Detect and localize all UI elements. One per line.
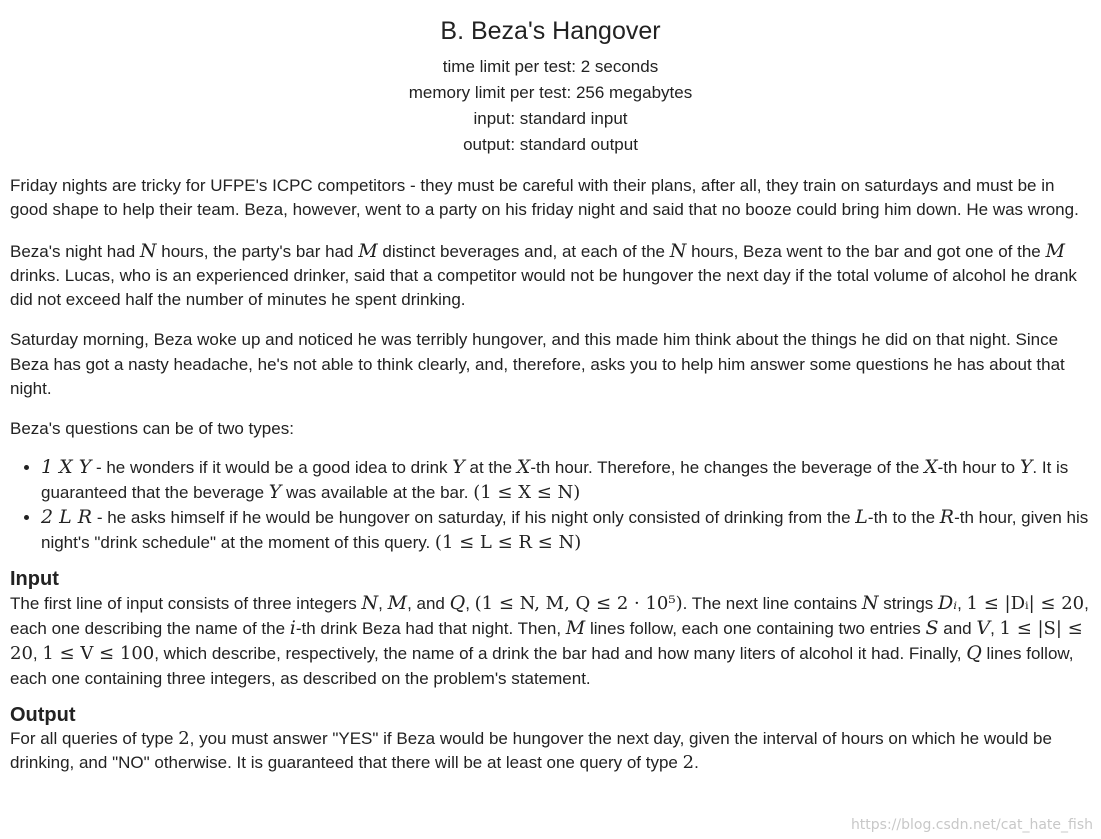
query-2-code: 2 L R	[41, 506, 93, 529]
input-constraint-v: 1 ≤ V ≤ 100	[42, 643, 155, 665]
memory-limit: memory limit per test: 256 megabytes	[408, 83, 693, 102]
input-constraint-di: 1 ≤ |Dᵢ| ≤ 20	[966, 592, 1085, 614]
query-2-constraint: (1 ≤ L ≤ R ≤ N)	[434, 531, 582, 553]
output-file: output: standard output	[463, 135, 638, 154]
statement-paragraph-3: Saturday morning, Beza woke up and noticed he was terribly hungover, and this made him think about the things he did on that night. Since Beza has got a nasty headache, he's not able to think clearly, and, therefore, asks you to help him answer some questions he has about that night.	[10, 330, 1065, 399]
problem-header	[0, 0, 1101, 158]
query-type-2: • 2 L R - he asks himself if he would be hungover on saturday, if his night only consisted of drinking from the L-th to the R-th hour, given his night's "drink schedule" at the moment of this query. (1 ≤ L ≤ R ≤ N)	[41, 505, 1091, 555]
query-type-1: • 1 X Y - he wonders if it would be a good idea to drink Y at the X-th hour. Therefore, he changes the beverage of the X-th hour to Y. It is guaranteed that the beverage Y was available at the bar. (1 ≤ X ≤ N)	[41, 455, 1091, 506]
input-specification: The first line of input consists of three integers N, M, and Q, (1 ≤ N, M, Q ≤ 2 · 10⁵). The next line contains N strings Dᵢ, 1 ≤ |Dᵢ| ≤ 20, each one describing the name of the i-th drink Beza had that night. Then, M lines follow, each one containing two entries S and V, 1 ≤ |S| ≤ 20, 1 ≤ V ≤ 100, which describe, respectively, the name of a drink the bar had and how many liters of alcohol it had. Finally, Q lines follow, each one containing three integers, as described on the problem's statement.	[10, 591, 1089, 688]
statement-paragraph-1: Friday nights are tricky for UFPE's ICPC competitors - they must be careful with their plans, after all, they train on saturdays and must be in good shape to help their team. Beza, however, went to a party on his friday night and said that no booze could bring him down. He was wrong.	[10, 176, 1079, 220]
input-heading: Input	[10, 567, 59, 590]
output-heading: Output	[10, 704, 76, 727]
query-1-code: 1 X Y	[41, 455, 92, 478]
var-n: N	[139, 239, 157, 262]
output-specification: For all queries of type 2, you must answer "YES" if Beza would be hungover the next day, given the interval of hours on which he would be drinking, and "NO" otherwise. It is guaranteed that there will be at least one query of type 2.	[10, 728, 1052, 774]
input-file: input: standard input	[473, 109, 628, 128]
problem-statement	[0, 174, 1101, 776]
statement-paragraph-2: Beza's night had N hours, the party's bar had M distinct beverages and, at each of the N hours, Beza went to the bar and got one of the M drinks. Lucas, who is an experienced drinker, said that a competitor would not be hungover the next day if the total volume of alcohol he drank did not exceed half the number of minutes he spent drinking.	[10, 239, 1077, 310]
var-m: M	[358, 239, 378, 262]
statement-paragraph-4: Beza's questions can be of two types:	[10, 419, 294, 439]
time-limit: time limit per test: 2 seconds	[442, 57, 659, 76]
query-type-list	[10, 455, 1091, 555]
problem-title: B. Beza's Hangover	[440, 17, 661, 45]
input-constraint-s: 1 ≤ |S| ≤ 20	[10, 618, 1083, 665]
watermark: https://blog.csdn.net/cat_hate_fish	[850, 817, 1093, 833]
query-1-constraint: (1 ≤ X ≤ N)	[473, 481, 581, 503]
input-constraint-nmq: (1 ≤ N, M, Q ≤ 2 · 10⁵)	[474, 592, 683, 614]
